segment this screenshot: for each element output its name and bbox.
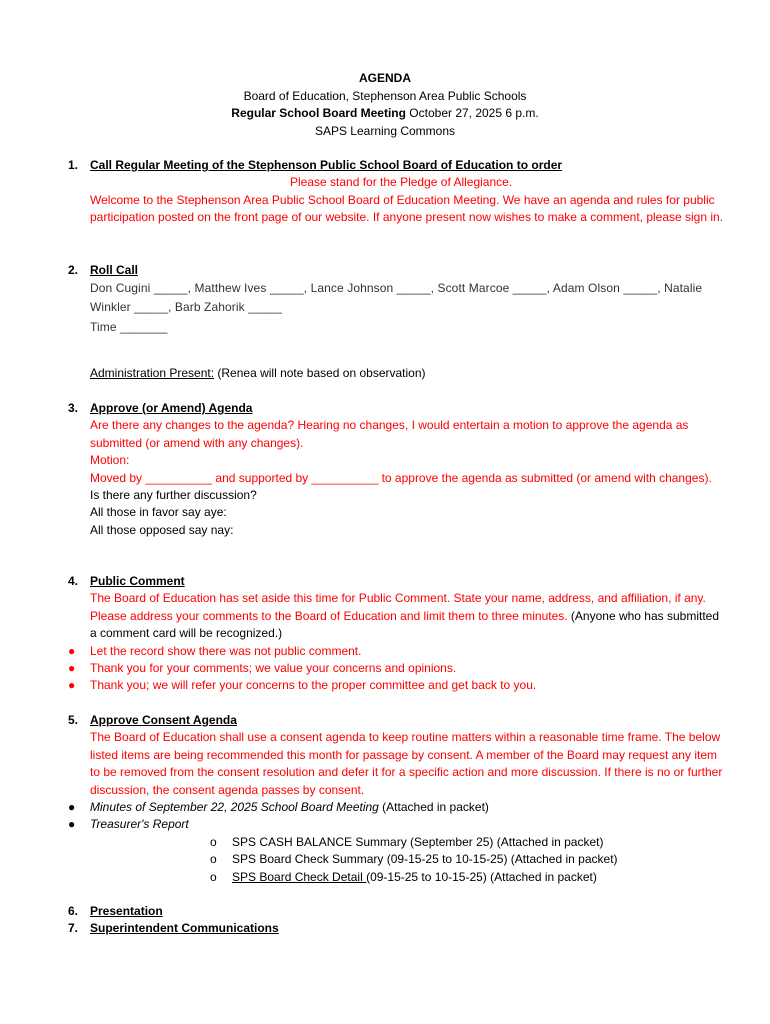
check-detail-link: SPS Board Check Detail ( [232,869,371,884]
bullet-icon: ● [68,678,76,693]
bullet-icon: ● [68,643,76,658]
section-title: Roll Call [90,263,139,277]
admin-present [90,365,728,382]
list-item: o SPS CASH BALANCE Summary (September 25) (Attached in packet) [232,834,728,851]
list-item [68,816,728,833]
moved-by-text: Moved by __________ and supported by __________ to approve the agenda as submitted (or amend with changes). [90,470,712,485]
pledge-text: Please stand for the Pledge of Allegiance. [290,175,513,190]
motion-label: Motion: [90,453,130,468]
section-5 [68,712,728,886]
welcome-text: Welcome to the Stephenson Area Public School Board of Education Meeting. We have an agenda and rules for public participation posted on the front page of our website. If anyone present now wishes to make a comment, please sign in. [90,192,724,225]
section-6 [68,903,728,920]
list-item: ● Let the record show there was not public comment. [90,643,728,660]
section-number: 2. [68,263,79,277]
meeting-date: October 27, 2025 6 p.m. [405,106,539,120]
page-title: AGENDA [358,71,411,85]
admin-label: Administration Present: [90,365,215,380]
admin-note: (Renea will note based on observation) [214,365,426,380]
section-title: Superintendent Communications [90,921,279,935]
section-title: Approve (or Amend) Agenda [90,401,253,415]
sub-bullet-icon: o [210,852,217,867]
section-2 [68,262,728,382]
sub-bullet-icon: o [210,869,217,884]
section-1 [68,157,728,227]
sub-bullet-icon: o [210,834,217,849]
section-title: Call Regular Meeting of the Stephenson Public School Board of Education to order [90,158,563,172]
discussion-text: Is there any further discussion? [90,488,257,503]
section-7 [68,920,728,937]
section-title: Approve Consent Agenda [90,713,237,727]
bullet-icon: ● [68,817,76,832]
intro-red: The Board of Education has set aside this time for Public Comment. State your name, address, and affiliation, if any. Please address your comments to the Board of Education and limit them to three minutes. [90,591,706,623]
minutes-link: Minutes of September 22, 2025 School Board Meeting [90,800,379,815]
section-number: 5. [68,713,79,727]
roll-call-list: Don Cugini _____, Matthew Ives _____, Lance Johnson _____, Scott Marcoe _____, Adam Olson _____, Natalie Winkler _____, Barb Zahorik _____ [90,281,703,315]
section-title: Presentation [90,904,163,918]
section-number: 6. [68,904,79,918]
roll-call-time: Time _______ [90,320,168,335]
section-title: Public Comment [90,574,185,588]
agenda-header [0,70,770,140]
public-comment-responses [68,643,728,695]
section-number: 3. [68,401,79,415]
section-number: 4. [68,574,79,588]
section-3 [68,400,728,539]
list-item: ● Thank you for your comments; we value your concerns and opinions. [90,660,728,677]
treasurer-report: Treasurer's Report [90,817,189,832]
favor-text: All those in favor say aye: [90,505,227,520]
section-4 [68,573,728,695]
meeting-type: Regular School Board Meeting [231,106,406,120]
meeting-line [0,105,770,123]
intro-black: (Anyone who has submitted a comment card will be recognized.) [90,608,720,641]
consent-intro: The Board of Education shall use a consent agenda to keep routine matters within a reasonable time frame. The below listed items are being recommended this month for passage by consent. A member of the Board may request any item to be removed from the consent resolution and defer it for a specific action and more discussion. If there is no or further discussion, the consent agenda passes by consent. [90,730,723,797]
consent-items [68,799,728,834]
list-item: ● Minutes of September 22, 2025 School Board Meeting (Attached in packet) [90,799,728,816]
list-item: o SPS Board Check Detail (09-15-25 to 10-15-25) (Attached in packet) [232,869,728,886]
section-number: 7. [68,921,79,935]
bullet-icon: ● [68,800,76,815]
public-comment-intro [90,590,728,642]
bullet-icon: ● [68,661,76,676]
opposed-text: All those opposed say nay: [90,522,234,537]
org-name: Board of Education, Stephenson Area Public Schools [243,88,527,103]
list-item: ● Thank you; we will refer your concerns to the proper committee and get back to you. [90,677,728,694]
meeting-location: SAPS Learning Commons [314,123,456,138]
list-item: o SPS Board Check Summary (09-15-25 to 10-15-25) (Attached in packet) [232,851,728,868]
treasurer-subitems [210,834,728,886]
agenda-question: Are there any changes to the agenda? Hearing no changes, I would entertain a motion to approve the agenda as submitted (or amend with any changes). [90,418,689,450]
section-number: 1. [68,158,79,172]
